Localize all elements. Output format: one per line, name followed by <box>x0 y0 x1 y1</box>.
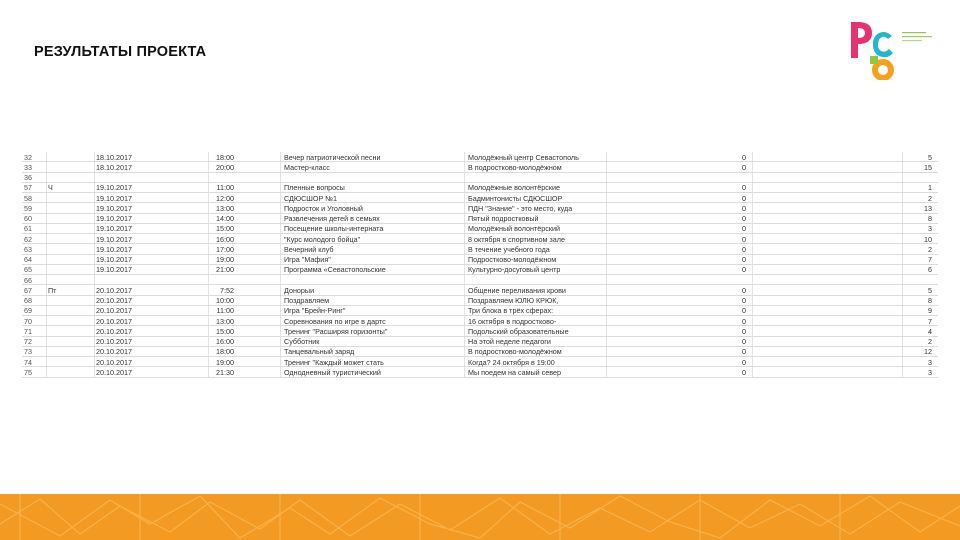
cell-date: 19.10.2017 <box>96 224 132 234</box>
cell-event: Подросток и Уголовный <box>284 203 363 213</box>
cell-desc: Мы поедем на самый север <box>468 367 562 377</box>
cell-event: Донорыи <box>284 285 315 295</box>
cell-desc: Подростково-молодёжном <box>468 255 557 264</box>
cell-event: Поздравляем <box>284 296 330 305</box>
cell-num: 62 <box>24 234 32 244</box>
table-row <box>22 152 938 162</box>
cell-event: Развлечения детей в семьях <box>284 214 380 223</box>
cell-num: 70 <box>24 316 32 326</box>
cell-num: 73 <box>24 347 32 357</box>
cell-desc: В подростково-молодёжном <box>468 162 562 172</box>
cell-z: 0 <box>742 316 746 326</box>
cell-desc: 8 октября в спортивном зале <box>468 234 565 244</box>
cell-time: 13:00 <box>216 203 234 213</box>
cell-n: 2 <box>928 244 932 254</box>
cell-date: 19.10.2017 <box>96 265 132 275</box>
cell-z: 0 <box>742 152 746 162</box>
table-row <box>22 193 938 203</box>
cell-n: 2 <box>928 337 932 346</box>
cell-event: Однодневный туристический <box>284 367 381 377</box>
cell-n: 7 <box>928 316 932 326</box>
cell-time: 21:30 <box>216 367 234 377</box>
cell-num: 67 <box>24 285 32 295</box>
cell-num: 61 <box>24 224 32 234</box>
cell-event: Тренинг "Каждый может стать <box>284 357 384 367</box>
cell-desc: Молодёжные волонтёрские <box>468 183 561 193</box>
cell-time: 13:00 <box>216 316 234 326</box>
logo-letter-r <box>851 22 872 58</box>
cell-n: 8 <box>928 296 932 305</box>
cell-date: 19.10.2017 <box>96 255 132 264</box>
cell-time: 16:00 <box>216 337 234 346</box>
cell-desc: В течение учебного года <box>468 244 550 254</box>
cell-num: 75 <box>24 367 32 377</box>
cell-z: 0 <box>742 214 746 223</box>
cell-n: 5 <box>928 285 932 295</box>
cell-desc: Бадминтонисты СДЮСШОР <box>468 193 563 203</box>
cell-z: 0 <box>742 326 746 336</box>
cell-date: 19.10.2017 <box>96 183 132 193</box>
cell-num: 65 <box>24 265 32 275</box>
cell-num: 33 <box>24 162 32 172</box>
table-row <box>22 306 938 316</box>
cell-event: Вечер патриотической песни <box>284 152 381 162</box>
cell-date: 20.10.2017 <box>96 285 132 295</box>
cell-date: 19.10.2017 <box>96 203 132 213</box>
cell-z: 0 <box>742 337 746 346</box>
cell-num: 71 <box>24 326 32 336</box>
cell-n: 13 <box>924 203 932 213</box>
cell-desc: Молодёжный волонтёрский <box>468 224 561 234</box>
logo-letter-o <box>875 62 891 78</box>
cell-desc: Молодёжный центр Севастополь <box>468 152 579 162</box>
table-row <box>22 244 938 254</box>
cell-event: Игра "Мафия" <box>284 255 331 264</box>
bottom-decorative-band <box>0 494 960 540</box>
cell-num: 32 <box>24 152 32 162</box>
table-row <box>22 357 938 367</box>
cell-time: 19:00 <box>216 357 234 367</box>
cell-n: 15 <box>924 162 932 172</box>
table-row <box>22 367 938 377</box>
cell-z: 0 <box>742 265 746 275</box>
cell-time: 16:00 <box>216 234 234 244</box>
page-title: РЕЗУЛЬТАТЫ ПРОЕКТА <box>34 44 207 60</box>
cell-time: 11:00 <box>216 306 234 316</box>
cell-time: 15:00 <box>216 224 234 234</box>
cell-num: 58 <box>24 193 32 203</box>
cell-time: 12:00 <box>216 193 234 203</box>
cell-date: 18.10.2017 <box>96 162 132 172</box>
cell-desc: Общение переливания крови <box>468 285 566 295</box>
table-row <box>22 347 938 357</box>
cell-n: 3 <box>928 357 932 367</box>
cell-desc: Три блока в трёх сферах: <box>468 306 554 316</box>
table-row <box>22 162 938 172</box>
cell-date: 19.10.2017 <box>96 214 132 223</box>
cell-n: 7 <box>928 255 932 264</box>
cell-n: 2 <box>928 193 932 203</box>
cell-num: 60 <box>24 214 32 223</box>
cell-z: 0 <box>742 255 746 264</box>
cell-event: Программа «Севастопольские <box>284 265 386 275</box>
cell-time: 18:00 <box>216 152 234 162</box>
cell-z: 0 <box>742 367 746 377</box>
cell-z: 0 <box>742 183 746 193</box>
cell-date: 20.10.2017 <box>96 347 132 357</box>
cell-event: Субботник <box>284 337 320 346</box>
cell-desc: Когда? 24 октября в 19:00 <box>468 357 555 367</box>
cell-date: 19.10.2017 <box>96 244 132 254</box>
cell-z: 0 <box>742 357 746 367</box>
cell-date: 18.10.2017 <box>96 152 132 162</box>
cell-n: 10 <box>924 234 932 244</box>
cell-event: Соревнования по игре в дартс <box>284 316 386 326</box>
cell-num: 69 <box>24 306 32 316</box>
cell-n: 8 <box>928 214 932 223</box>
cell-time: 11:00 <box>216 183 234 193</box>
cell-n: 3 <box>928 367 932 377</box>
cell-event: "Курс молодого бойца" <box>284 234 361 244</box>
table-row <box>22 316 938 326</box>
cell-num: 74 <box>24 357 32 367</box>
cell-desc: На этой неделе педагоги <box>468 337 551 346</box>
cell-desc: Пятый подростковый <box>468 214 539 223</box>
cell-num: 66 <box>24 275 32 285</box>
table-row <box>22 275 938 285</box>
cell-n: 9 <box>928 306 932 316</box>
cell-z: 0 <box>742 193 746 203</box>
cell-num: 72 <box>24 337 32 346</box>
cell-desc: Подольский образовательные <box>468 326 569 336</box>
table-row <box>22 326 938 336</box>
cell-time: 10:00 <box>216 296 234 305</box>
table-row <box>22 296 938 306</box>
rso-logo <box>846 18 936 80</box>
cell-z: 0 <box>742 285 746 295</box>
table-row <box>22 337 938 347</box>
cell-n: 4 <box>928 326 932 336</box>
cell-z: 0 <box>742 296 746 305</box>
cell-event: Тренинг "Расширяя горизонты" <box>284 326 388 336</box>
table-row <box>22 203 938 213</box>
cell-event: СДЮСШОР №1 <box>284 193 337 203</box>
table-row <box>22 255 938 265</box>
cell-z: 0 <box>742 224 746 234</box>
cell-num: 68 <box>24 296 32 305</box>
cell-desc: Культурно-досуговый центр <box>468 265 561 275</box>
cell-n: 6 <box>928 265 932 275</box>
cell-z: 0 <box>742 244 746 254</box>
table-row <box>22 183 938 193</box>
cell-time: 19:00 <box>216 255 234 264</box>
cell-time: 20:00 <box>216 162 234 172</box>
cell-time: 18:00 <box>216 347 234 357</box>
cell-date: 20.10.2017 <box>96 367 132 377</box>
spreadsheet-screenshot <box>22 152 938 378</box>
cell-z: 0 <box>742 347 746 357</box>
cell-z: 0 <box>742 234 746 244</box>
cell-event: Мастер-класс <box>284 162 330 172</box>
cell-date: 19.10.2017 <box>96 193 132 203</box>
table-row <box>22 234 938 244</box>
cell-time: 7:52 <box>220 285 234 295</box>
cell-date: 19.10.2017 <box>96 234 132 244</box>
logo-letter-s <box>873 32 893 57</box>
cell-n: 5 <box>928 152 932 162</box>
table-row <box>22 224 938 234</box>
cell-time: 14:00 <box>216 214 234 223</box>
cell-desc: В подростково-молодёжном <box>468 347 562 357</box>
cell-n: 1 <box>928 183 932 193</box>
cell-date: 20.10.2017 <box>96 357 132 367</box>
logo-accent <box>870 56 878 64</box>
cell-z: 0 <box>742 203 746 213</box>
cell-num: 59 <box>24 203 32 213</box>
table-row <box>22 285 938 295</box>
cell-n: 12 <box>924 347 932 357</box>
cell-n: 3 <box>928 224 932 234</box>
cell-date: 20.10.2017 <box>96 296 132 305</box>
cell-z: 0 <box>742 162 746 172</box>
cell-date: 20.10.2017 <box>96 337 132 346</box>
table-row <box>22 265 938 275</box>
cell-num: 64 <box>24 255 32 264</box>
cell-day: Ч <box>48 183 53 193</box>
cell-date: 20.10.2017 <box>96 316 132 326</box>
cell-date: 20.10.2017 <box>96 306 132 316</box>
cell-event: Вечерний клуб <box>284 244 334 254</box>
cell-date: 20.10.2017 <box>96 326 132 336</box>
cell-num: 36 <box>24 173 32 182</box>
cell-time: 21:00 <box>216 265 234 275</box>
cell-desc: ПДН "Знание" - это место, куда <box>468 203 573 213</box>
cell-day: Пт <box>48 285 57 295</box>
cell-time: 17:00 <box>216 244 234 254</box>
cell-z: 0 <box>742 306 746 316</box>
cell-event: Игра "Брейн-Ринг" <box>284 306 346 316</box>
table-row <box>22 214 938 224</box>
cell-num: 57 <box>24 183 32 193</box>
cell-event: Танцевальный заряд <box>284 347 355 357</box>
cell-time: 15:00 <box>216 326 234 336</box>
table-row <box>22 173 938 183</box>
cell-event: Пленные вопросы <box>284 183 345 193</box>
cell-num: 63 <box>24 244 32 254</box>
cell-desc: Поздравляем ЮЛЮ КРЮК, <box>468 296 559 305</box>
cell-event: Посещение школы-интерната <box>284 224 384 234</box>
cell-desc: 16 октября в подростково- <box>468 316 557 326</box>
